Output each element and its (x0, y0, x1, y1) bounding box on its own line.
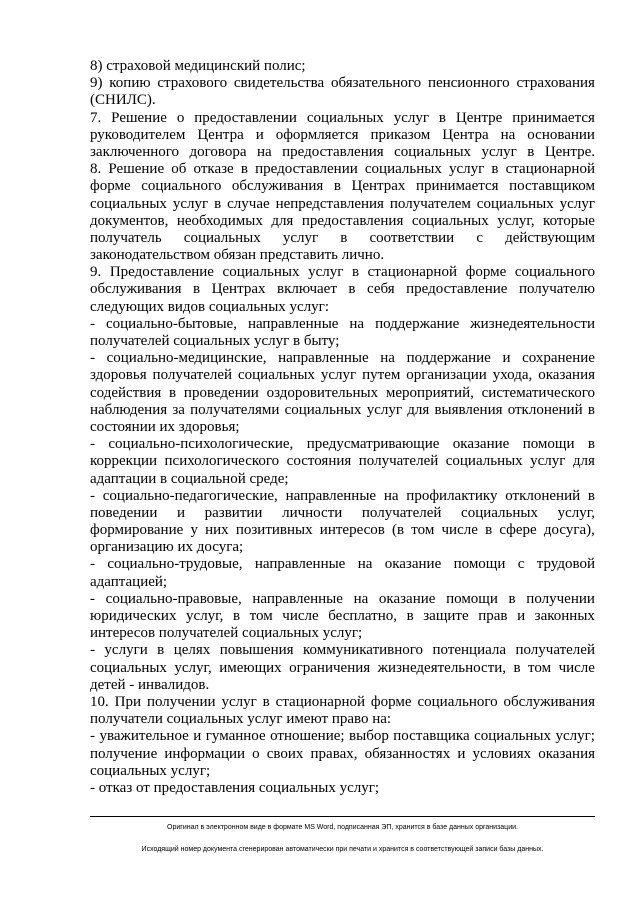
document-line-text: - отказ от предоставления социальных услуг; (90, 779, 380, 796)
document-word: получателей (361, 504, 442, 521)
document-line (90, 316, 595, 333)
document-word: стационарной (275, 693, 366, 710)
document-line (90, 694, 595, 711)
document-line (90, 608, 595, 625)
document-line (90, 127, 595, 144)
document-word: услуг (172, 195, 209, 212)
document-word: Предоставление (109, 264, 214, 281)
document-word: в (508, 590, 516, 607)
document-word: для (572, 453, 595, 470)
document-line (90, 419, 595, 436)
document-word: коррекции (90, 453, 158, 470)
document-word: основании (527, 126, 595, 143)
document-word: 8. (90, 161, 102, 178)
document-word: с (476, 229, 483, 246)
document-word: получателей (358, 453, 439, 470)
document-line (90, 625, 595, 642)
document-word: социальных (364, 161, 442, 178)
document-line (90, 453, 595, 470)
document-word: социальных (474, 728, 552, 745)
document-word: форме (370, 693, 412, 710)
document-word: социальных (445, 453, 523, 470)
document-word: социального (514, 264, 595, 281)
document-word: социально-медицинские, (106, 350, 267, 367)
document-line-text: организацию их досуга; (90, 539, 244, 556)
document-line (90, 385, 595, 402)
document-word: социального (417, 693, 498, 710)
document-word: принимается (512, 109, 595, 126)
document-line (90, 402, 595, 419)
document-word: в (513, 659, 521, 676)
document-word: наблюдения (90, 401, 168, 418)
document-word: поставщика (393, 728, 470, 745)
document-word: в (351, 264, 360, 281)
document-word: социальных (90, 659, 167, 676)
document-word: - (90, 436, 95, 453)
document-word: на (383, 487, 399, 504)
document-word: помощи (522, 436, 575, 453)
document-word: действующим (505, 229, 595, 246)
document-word: услуг (282, 229, 319, 246)
document-word: в (587, 436, 595, 453)
document-word: сохранение (522, 350, 595, 367)
document-word: себя (366, 281, 395, 298)
document-word: отказе (193, 161, 234, 178)
document-word: в (348, 281, 356, 298)
document-word: информации (164, 745, 246, 762)
document-word: том (249, 608, 273, 624)
document-word: числе (282, 608, 319, 624)
document-word: имеющих (219, 659, 282, 676)
document-line (90, 58, 595, 75)
document-word: обслуживания (503, 693, 595, 710)
document-word: в (340, 229, 348, 246)
document-word: 10. (90, 693, 109, 710)
document-word: в (262, 693, 270, 710)
document-word: защите (423, 608, 469, 624)
document-line-text: адаптации в социальной среде; (90, 470, 289, 487)
document-word: направленные (285, 487, 377, 504)
document-word: ограничения (289, 659, 371, 676)
document-word: в (192, 281, 201, 298)
document-word: потенциала (432, 642, 507, 659)
document-word: обязательного (330, 75, 422, 92)
document-word: путем (362, 367, 401, 384)
document-word: поставщиком (509, 178, 595, 195)
document-word: При (114, 693, 142, 710)
document-word: услуг; (555, 728, 595, 745)
document-word: получателем (389, 195, 471, 212)
document-word: Центрах (211, 281, 266, 298)
document-line (90, 642, 595, 659)
document-word: для (407, 401, 430, 418)
document-word: получении (526, 590, 595, 607)
document-line-text: социальных услуг; (90, 762, 211, 779)
document-word: социальных (461, 504, 538, 521)
document-line (90, 591, 595, 608)
document-word: социальных (222, 264, 300, 281)
document-word: оказание (378, 590, 436, 607)
document-word: и (193, 728, 202, 745)
document-word: - (90, 728, 95, 745)
document-line (90, 178, 595, 195)
document-word: на (349, 315, 365, 332)
document-word: у (190, 522, 198, 539)
document-word: оказание (452, 436, 510, 453)
document-word: об (171, 161, 187, 178)
document-word: - (90, 487, 95, 504)
document-word: оказания (538, 745, 595, 762)
footer-divider (90, 816, 595, 817)
document-word: услуг (481, 143, 517, 160)
document-word: в (214, 195, 222, 212)
document-line (90, 161, 595, 178)
document-word: и (176, 504, 186, 521)
document-line (90, 196, 595, 213)
document-word: гуманное (205, 728, 266, 745)
document-line (90, 264, 595, 281)
document-word: о (252, 745, 260, 762)
footer-note-original: Оригинал в электронном виде в формате MS Word, подписанная ЭП, хранится в базе данных организации. (167, 824, 518, 831)
document-word: услуг, (497, 212, 535, 229)
document-word: отношение; (270, 728, 345, 745)
document-line (90, 247, 595, 264)
document-word: - (90, 350, 95, 367)
document-word: социально-трудовые, (107, 556, 243, 573)
document-word: систематического (481, 384, 595, 401)
document-word: получателю (518, 281, 595, 298)
document-word: услуг (559, 195, 595, 212)
document-word: числе (441, 522, 478, 539)
document-word: обслуживания (231, 178, 324, 195)
document-word: приказом (370, 126, 431, 143)
document-word: числе (558, 659, 595, 676)
document-word: юридических (90, 608, 177, 624)
document-line-text: детей - инвалидов. (90, 676, 210, 693)
document-word: оздоровительных (266, 384, 379, 401)
document-word: стационарной (367, 264, 457, 281)
document-word: услуги (104, 642, 148, 659)
document-word: отклонений (507, 401, 583, 418)
document-word: в (438, 109, 446, 126)
document-line (90, 213, 595, 230)
document-word: поведении (90, 504, 158, 521)
document-word: законных (534, 608, 595, 624)
document-word: на (357, 556, 373, 573)
document-word: - (90, 556, 95, 573)
document-line (90, 711, 595, 728)
document-word: психологического (164, 453, 280, 470)
document-word: 9) (90, 75, 103, 92)
document-word: социально-правовые, (105, 590, 242, 607)
document-word: содействия (90, 384, 162, 401)
document-word: услуг, (186, 608, 224, 624)
document-word: форме (465, 264, 507, 281)
document-word: и (457, 745, 466, 762)
document-word: в (485, 522, 493, 539)
document-word: жизнедеятельности (470, 315, 595, 332)
document-word: услуг (530, 453, 566, 470)
document-line (90, 660, 595, 677)
document-word: Центра (442, 126, 489, 143)
document-word: форме (90, 178, 131, 195)
document-word: интересов (319, 522, 385, 539)
document-line (90, 539, 595, 556)
document-word: формирование (90, 522, 184, 539)
document-word: отклонений (505, 487, 581, 504)
document-line (90, 677, 595, 694)
document-line (90, 522, 595, 539)
document-line (90, 230, 595, 247)
document-line-text: законодательством обязан представить лично. (90, 247, 385, 264)
document-word: - (90, 642, 95, 659)
document-word: направленные (278, 350, 369, 367)
document-word: Центра (197, 126, 244, 143)
document-word: получение (90, 745, 158, 762)
document-word: социально-бытовые, (105, 315, 237, 332)
document-line-text: (СНИЛС). (90, 92, 156, 109)
document-line-text: адаптацией; (90, 573, 168, 590)
document-word: страхования (516, 75, 595, 92)
document-line (90, 746, 595, 763)
document-word: направленные (247, 315, 339, 332)
document-word: включает (276, 281, 337, 298)
document-word: направленные (252, 590, 343, 607)
document-word: (в (392, 522, 405, 539)
document-word: которые (543, 212, 595, 229)
document-word: проведении (183, 384, 259, 401)
document-word: договора (189, 143, 247, 160)
document-word: на (353, 590, 369, 607)
document-word: том (528, 659, 552, 676)
document-word: на (380, 350, 395, 367)
document-word: руководителем (90, 126, 186, 143)
document-word: бесплатно, (328, 608, 397, 624)
document-word: досуга), (543, 522, 595, 539)
document-word: страхового (157, 75, 228, 92)
document-word: том (411, 522, 435, 539)
document-word: социальных (394, 143, 472, 160)
document-word: здоровья (90, 367, 147, 384)
document-word: предусматривающие (306, 436, 440, 453)
document-word: получатель (90, 229, 162, 246)
document-word: социальных (306, 109, 384, 126)
document-word: в (587, 401, 595, 418)
document-line (90, 436, 595, 453)
document-word: мероприятий, (385, 384, 474, 401)
document-word: соответствии (369, 229, 455, 246)
document-word: и (517, 608, 526, 624)
document-word: документов, (90, 212, 169, 229)
document-word: оказания (538, 367, 595, 384)
document-word: услуг (320, 367, 357, 384)
document-word: оказание (384, 556, 442, 573)
document-word: Центре (455, 109, 503, 126)
document-word: заключенного (90, 143, 180, 160)
document-word: условиях (472, 745, 532, 762)
document-word: выявления (434, 401, 503, 418)
document-word: в (406, 608, 414, 624)
document-word: помощи (453, 556, 506, 573)
document-word: принимается (415, 178, 499, 195)
document-word: в (491, 161, 499, 178)
document-word: профилактику (406, 487, 498, 504)
document-word: - (90, 315, 95, 332)
document-line-text: следующих видов социальных услуг: (90, 298, 329, 315)
document-word: Решение (111, 109, 167, 126)
document-word: социальных (183, 229, 261, 246)
document-line (90, 367, 595, 384)
document-word: непредставления (275, 195, 384, 212)
document-word: в (333, 178, 341, 195)
document-line (90, 471, 595, 488)
document-word: Решение (108, 161, 165, 178)
document-word: социального (141, 178, 222, 195)
document-line (90, 728, 595, 745)
document-line-text: 8) страховой медицинский полис; (90, 58, 306, 74)
document-word: о (176, 109, 185, 126)
document-word: социально-психологические, (108, 436, 294, 453)
document-word: получателей (152, 367, 233, 384)
document-line-text: получателей социальных услуг в быту; (90, 333, 340, 349)
document-line (90, 574, 595, 591)
document-word: поддержание (375, 315, 460, 332)
document-word: необходимых (176, 212, 263, 229)
document-word: организации (406, 367, 487, 384)
document-word: получателей (515, 642, 595, 659)
document-word: в (169, 384, 177, 401)
document-line-text: получатели социальных услуг имеют право на: (90, 711, 392, 728)
document-word: социальных (476, 195, 554, 212)
document-word: поддержание (406, 350, 491, 367)
document-line (90, 92, 595, 109)
document-word: личности (282, 504, 343, 521)
document-word: коммуникативного (302, 642, 424, 659)
document-word: предоставления (301, 212, 404, 229)
document-word: за (172, 401, 185, 418)
document-word: помощи (446, 590, 498, 607)
document-word: них (205, 522, 229, 539)
document-word: оформляется (275, 126, 359, 143)
document-word: услуг, (557, 504, 595, 521)
document-word: услуг (448, 161, 485, 178)
document-word: уважительное (99, 728, 189, 745)
document-line-text: интересов получателей социальных услуг; (90, 625, 363, 642)
document-line (90, 281, 595, 298)
document-word: на (257, 143, 272, 160)
document-word: в (157, 642, 165, 659)
document-word: 9. (90, 264, 102, 281)
document-line (90, 299, 595, 316)
document-word: с (517, 556, 525, 573)
document-line (90, 350, 595, 367)
document-word: обязанностях (364, 745, 451, 762)
document-word: услуг, (174, 659, 212, 676)
document-word: предоставлении (255, 161, 358, 178)
document-line-text: состоянии их здоровья; (90, 418, 240, 435)
document-word: обслуживания (90, 281, 182, 298)
document-word: предоставление (406, 281, 508, 298)
document-word: и (255, 126, 264, 143)
document-word: правах, (310, 745, 358, 762)
document-word: услуг (366, 401, 403, 418)
document-word: 7. (90, 109, 102, 126)
document-word: повышения (219, 642, 294, 659)
document-word: для (271, 212, 294, 229)
document-word: выбор (349, 728, 389, 745)
document-word: услуг (393, 109, 429, 126)
document-word: в (587, 487, 595, 504)
document-word: свидетельства (233, 75, 325, 92)
document-word: на (500, 126, 516, 143)
document-word: ухода, (492, 367, 533, 384)
document-body (90, 58, 595, 797)
document-word: жизнедеятельности, (377, 659, 507, 676)
document-word: предоставлении (194, 109, 297, 126)
document-word: позитивных (235, 522, 313, 539)
document-word: Центре. (544, 143, 595, 160)
document-line (90, 780, 595, 797)
document-line (90, 144, 595, 161)
document-line (90, 110, 595, 127)
document-line (90, 333, 595, 350)
document-word: развитии (204, 504, 263, 521)
document-word: случае (227, 195, 270, 212)
document-word: в (240, 161, 248, 178)
document-line (90, 488, 595, 505)
document-word: направленные (254, 556, 346, 573)
document-word: в (527, 143, 535, 160)
document-line (90, 763, 595, 780)
document-line (90, 75, 595, 92)
document-word: в (232, 608, 241, 624)
document-word: получателями (190, 401, 280, 418)
document-word: получении (146, 693, 216, 710)
document-line (90, 505, 595, 522)
document-word: - (90, 590, 95, 607)
document-word: предоставления (282, 143, 384, 160)
document-word: и (502, 350, 511, 367)
document-word: своих (266, 745, 304, 762)
document-word: услуг (308, 264, 344, 281)
document-word: прав (478, 608, 508, 624)
document-word: состояния (286, 453, 352, 470)
document-word: стационарной (505, 161, 595, 178)
document-word: социальных (411, 212, 489, 229)
document-word: социальных (238, 367, 315, 384)
document-word: копию (109, 75, 151, 92)
document-word: услуг (221, 693, 257, 710)
document-line (90, 556, 595, 573)
document-word: целях (173, 642, 211, 659)
document-word: трудовой (536, 556, 595, 573)
footer-note-number: Исходящий номер документа сгенерирован автоматически при печати и хранится в соответствующей записи базы данных. (141, 846, 544, 853)
document-word: Центрах (351, 178, 406, 195)
document-word: пенсионного (427, 75, 510, 92)
document-word: социальных (284, 401, 362, 418)
document-word: сфере (499, 522, 537, 539)
document-word: социально-педагогические, (102, 487, 278, 504)
document-word: социальных (90, 195, 167, 212)
